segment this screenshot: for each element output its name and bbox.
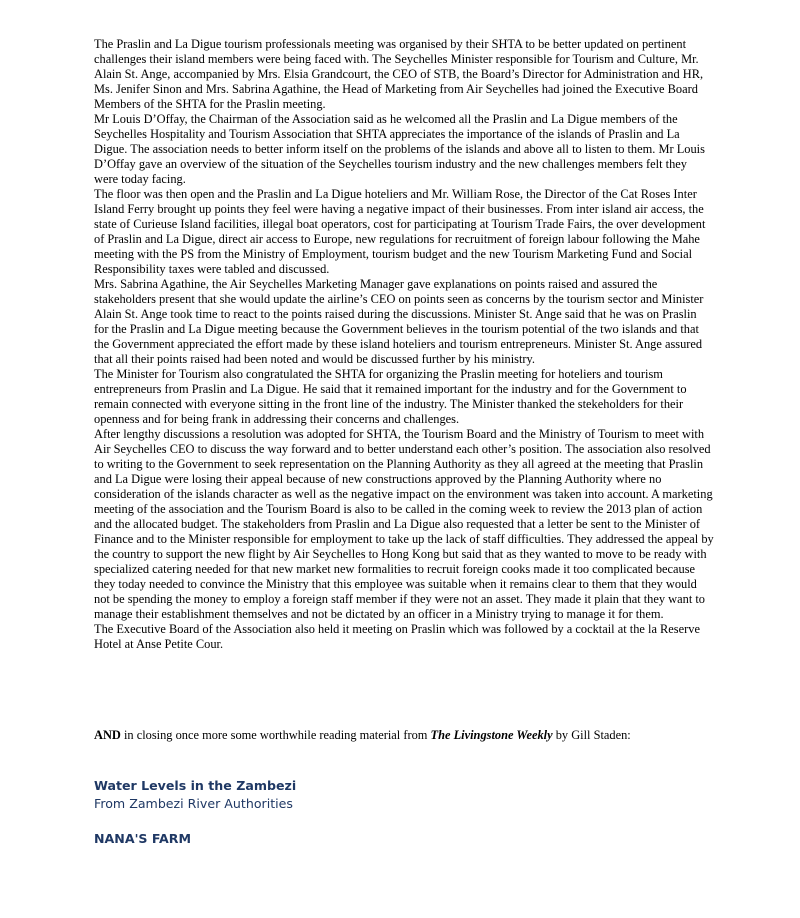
article-paragraph: The Executive Board of the Association also held it meeting on Praslin which was followed by a cocktail at the la Reserve Hotel at Anse Petite Cour. bbox=[94, 622, 700, 651]
water-levels-heading: Water Levels in the Zambezi bbox=[94, 778, 297, 793]
article-paragraph: The Praslin and La Digue tourism professionals meeting was organised by their SHTA to be better updated on pertinent challenges their island members were being faced with. The Seychelles Minister responsible for Tourism and Culture, Mr. Alain St. Ange, accompanied by Mrs. Elsia Grandcourt, the CEO of STB, the Board’s Director for Administration and HR, Ms. Jenifer Sinon and Mrs. Sabrina Agathine, the Head of Marketing from Air Seychelles had joined the Executive Board Members of the SHTA for the Praslin meeting. bbox=[94, 37, 704, 111]
article-body bbox=[94, 37, 714, 652]
article-paragraph: The Minister for Tourism also congratulated the SHTA for organizing the Praslin meeting for hoteliers and tourism entrepreneurs from Praslin and La Digue. He said that it remained important for the industry and for the Government to remain connected with everyone sitting in the front line of the industry. The Minister thanked the stekeholders for their openness and for being frank in addressing their concerns and challenges. bbox=[94, 367, 687, 426]
article-paragraph: Mrs. Sabrina Agathine, the Air Seychelles Marketing Manager gave explanations on points raised and assured the stakeholders present that she would update the airline’s CEO on points seen as concerns by the tourism sector and Minister Alain St. Ange took time to react to the points raised during the discussions. Minister St. Ange said that he was on Praslin for the Praslin and La Digue meeting because the Government believes in the tourism potential of the two islands and that the Government appreciated the effort made by these island hoteliers and tourism entrepreneurs. Minister St. Ange assured that all their points raised had been noted and would be discussed further by his ministry. bbox=[94, 277, 704, 366]
nanas-farm-heading: NANA'S FARM bbox=[94, 831, 192, 846]
article-paragraph: After lengthy discussions a resolution was adopted for SHTA, the Tourism Board and the Ministry of Tourism to meet with Air Seychelles CEO to discuss the way forward and to better understand each other’s position. The association also resolved to writing to the Government to seek representation on the Planning Authority as they all agreed at the meeting that Praslin and La Digue were losing their appeal because of new constructions approved by the Planning Authority where no consideration of the islands character as well as the negative impact on the environment was taken into account. A marketing meeting of the association and the Tourism Board is also to be called in the coming week to review the 2013 plan of action and the allocated budget. The stakeholders from Praslin and La Digue also requested that a letter be sent to the Minister of Finance and to the Minister responsible for employment to take up the lack of staff difficulties. They addressed the appeal by the country to support the new flight by Air Seychelles to Hong Kong but said that as they wanted to move to be ready with specialized catering needed for that new market new formalities to recruit foreign cooks made it too complicated because they today needed to convince the Ministry that this employee was suitable when it remains clear to them that they would not be spending the money to employ a foreign staff member if they were not an asset. They made it plain that they want to manage their establishment themselves and not be dictated by an officer in a Ministry trying to manage it for them. bbox=[94, 427, 714, 621]
water-levels-source: From Zambezi River Authorities bbox=[94, 796, 293, 811]
article-paragraph: The floor was then open and the Praslin and La Digue hoteliers and Mr. William Rose, the Director of the Cat Roses Inter Island Ferry brought up points they feel were having a negative impact of their businesses. From inter island air access, the state of Curieuse Island facilities, illegal boat operators, cost for participating at Tourism Trade Fairs, the over development of Praslin and La Digue, direct air access to Europe, new regulations for recruitment of foreign labour following the Mahe meeting with the PS from the Ministry of Employment, tourism budget and the new Tourism Marketing Fund and Social Responsibility taxes were tabled and discussed. bbox=[94, 187, 706, 276]
closing-lead-word: AND bbox=[94, 728, 121, 742]
closing-text: in closing once more some worthwhile reading material from bbox=[120, 728, 431, 742]
closing-author: by Gill Staden: bbox=[552, 728, 631, 742]
publication-name: The Livingstone Weekly bbox=[430, 728, 553, 742]
article-paragraph: Mr Louis D’Offay, the Chairman of the Association said as he welcomed all the Praslin and La Digue members of the Seychelles Hospitality and Tourism Association that SHTA appreciates the importance of the islands of Praslin and La Digue. The association needs to better inform itself on the problems of the islands and above all to listen to them. Mr Louis D’Offay gave an overview of the situation of the Seychelles tourism industry and the new challenges members felt they were today facing. bbox=[94, 112, 705, 186]
closing-line bbox=[94, 728, 734, 743]
